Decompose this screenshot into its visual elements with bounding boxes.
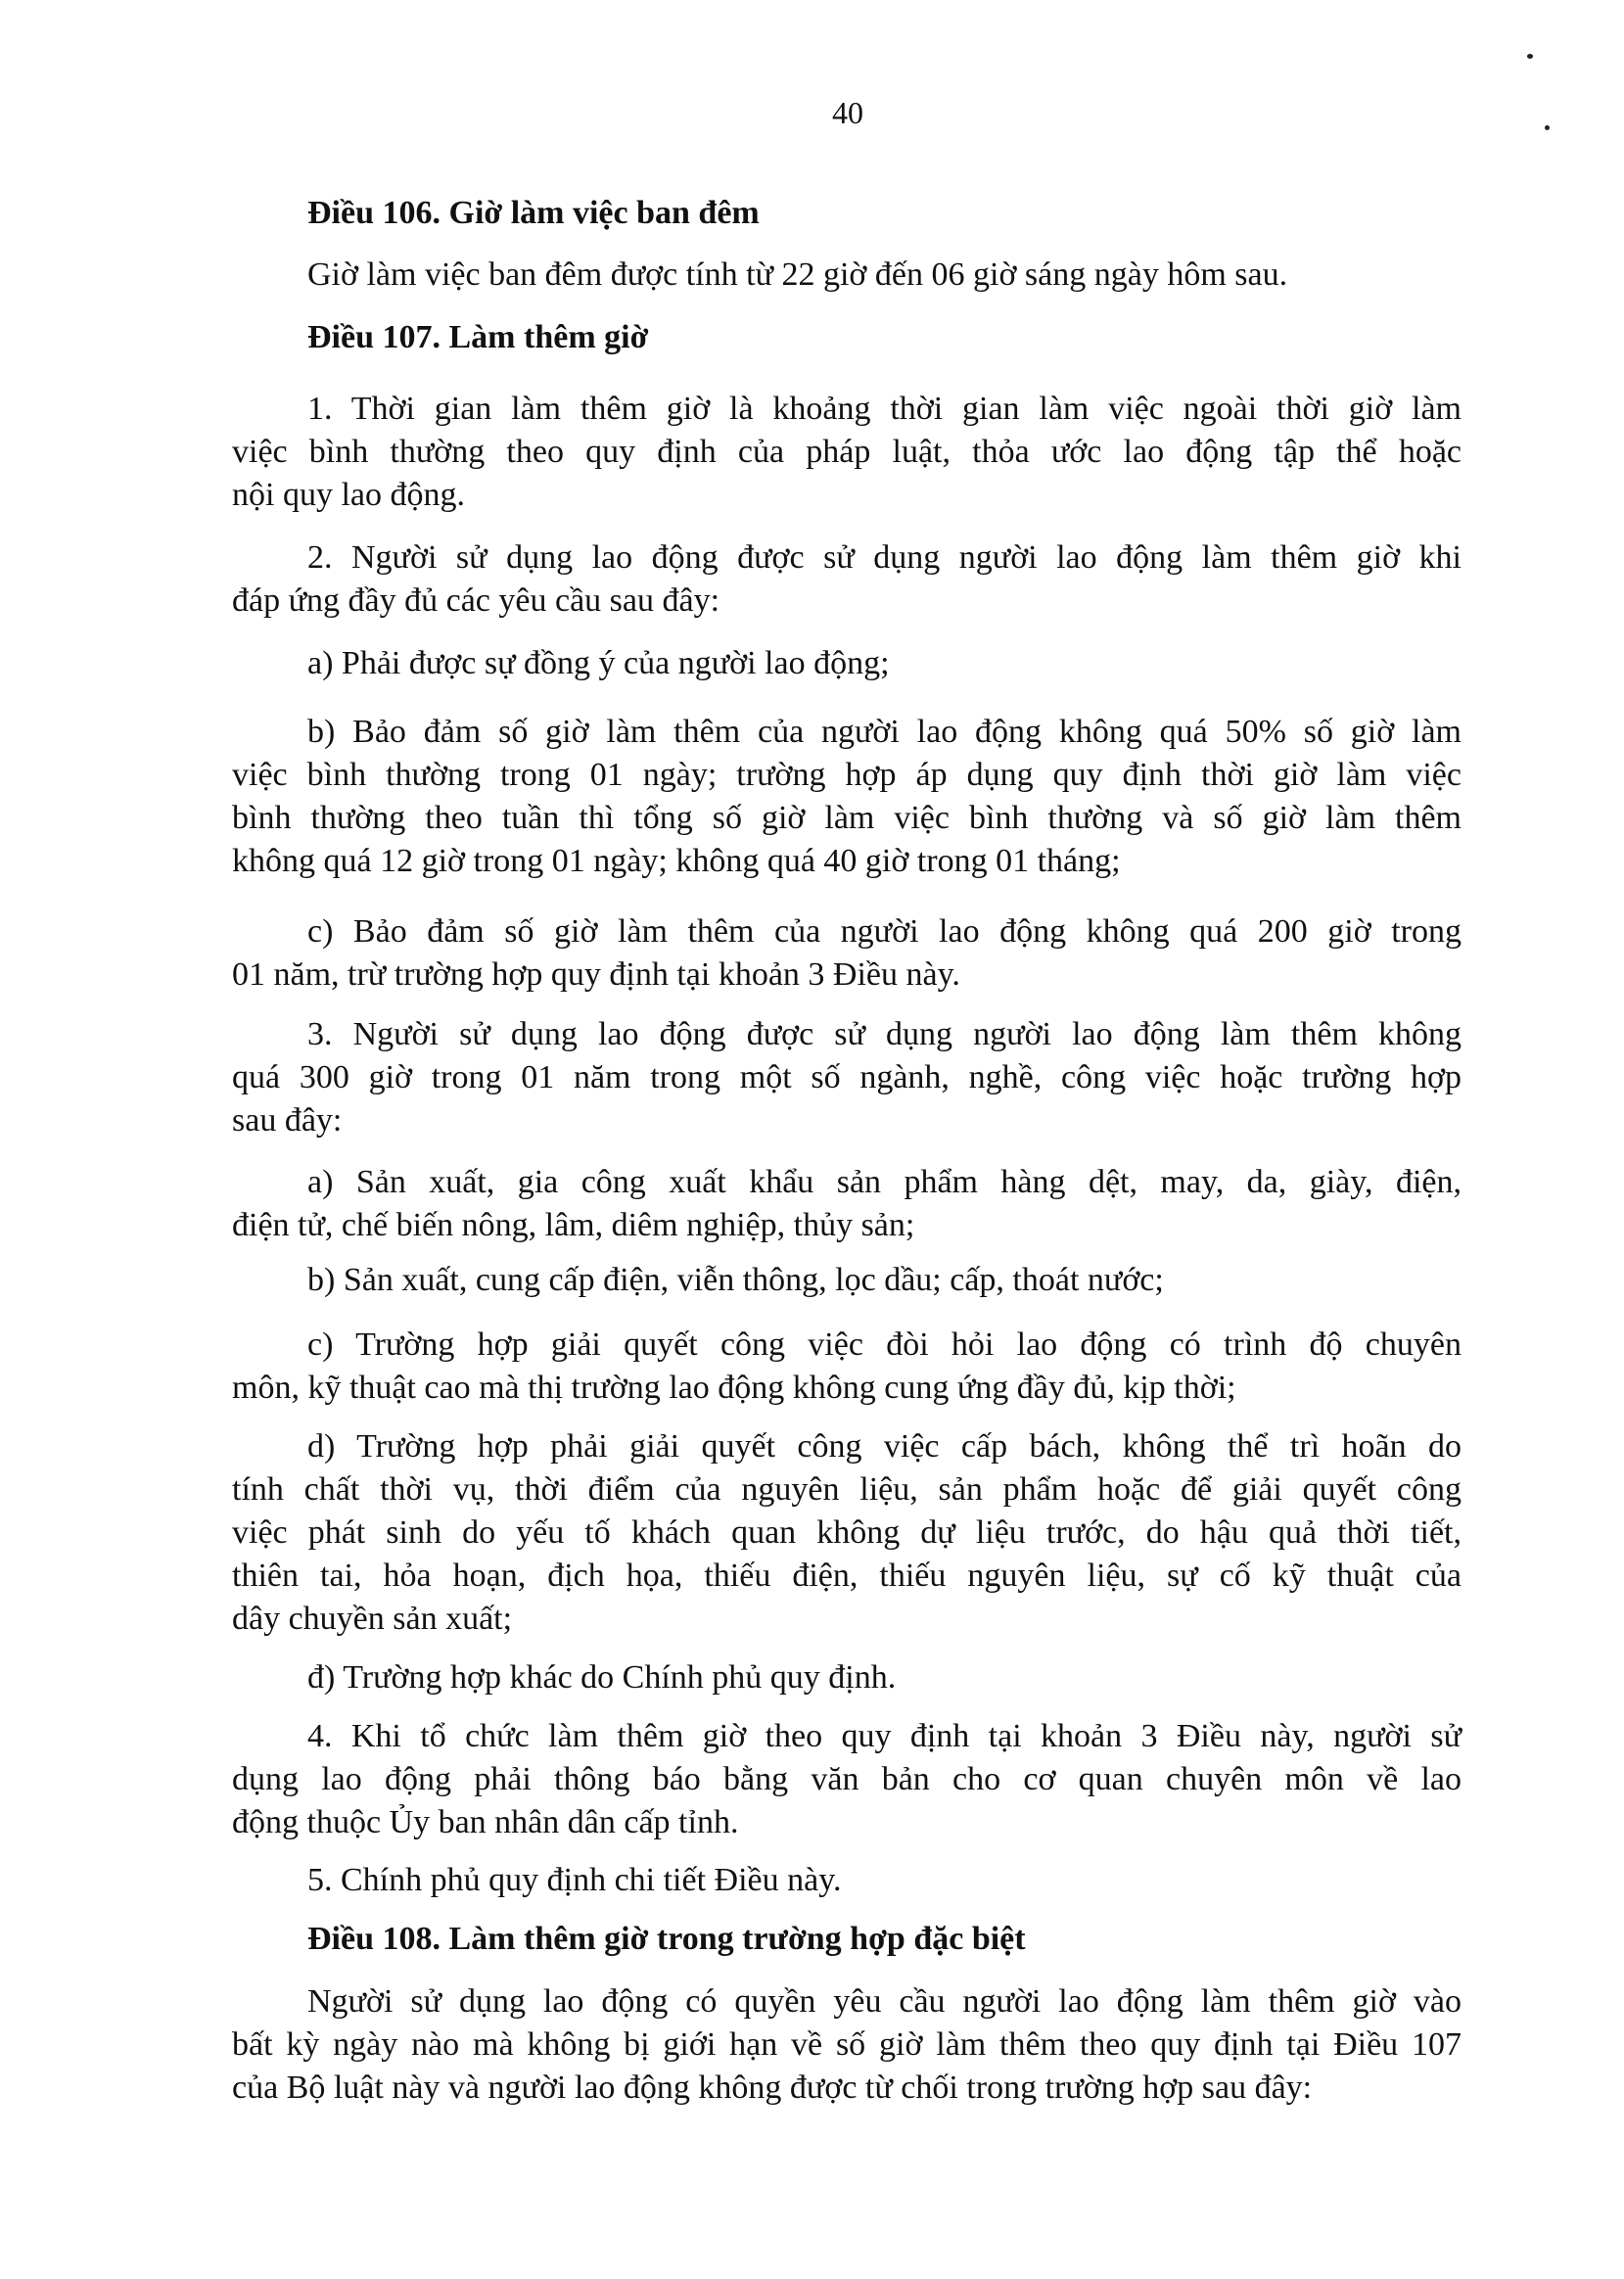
text-line: 3. Người sử dụng lao động được sử dụng người lao động làm thêm không bbox=[307, 1016, 1462, 1052]
text-line: 01 năm, trừ trường hợp quy định tại khoản 3 Điều này. bbox=[232, 956, 960, 993]
text-line: việc bình thường theo quy định của pháp luật, thỏa ước lao động tập thể hoặc bbox=[232, 434, 1462, 470]
text-line: đ) Trường hợp khác do Chính phủ quy định. bbox=[307, 1659, 897, 1696]
text-line: quá 300 giờ trong 01 năm trong một số ngành, nghề, công việc hoặc trường hợp bbox=[232, 1059, 1462, 1095]
paragraph bbox=[232, 642, 1462, 685]
text-line: c) Bảo đảm số giờ làm thêm của người lao động không quá 200 giờ trong bbox=[307, 913, 1462, 950]
article-heading bbox=[232, 192, 1462, 235]
text-line: Người sử dụng lao động có quyền yêu cầu người lao động làm thêm giờ vào bbox=[307, 1983, 1462, 2020]
article-heading bbox=[232, 316, 1462, 359]
paragraph bbox=[232, 711, 1462, 883]
page-number: 40 bbox=[832, 95, 863, 130]
text-line: môn, kỹ thuật cao mà thị trường lao động không cung ứng đầy đủ, kịp thời; bbox=[232, 1370, 1236, 1406]
text-line: Giờ làm việc ban đêm được tính từ 22 giờ đến 06 giờ sáng ngày hôm sau. bbox=[307, 256, 1288, 293]
text-line: c) Trường hợp giải quyết công việc đòi hỏi lao động có trình độ chuyên bbox=[307, 1326, 1462, 1363]
text-line: đáp ứng đầy đủ các yêu cầu sau đây: bbox=[232, 582, 720, 619]
text-line: b) Bảo đảm số giờ làm thêm của người lao động không quá 50% số giờ làm bbox=[307, 714, 1462, 750]
text-line: việc phát sinh do yếu tố khách quan không dự liệu trước, do hậu quả thời tiết, bbox=[232, 1514, 1462, 1551]
text-line: điện tử, chế biến nông, lâm, diêm nghiệp, thủy sản; bbox=[232, 1207, 915, 1243]
paragraph bbox=[232, 254, 1462, 297]
text-line: 4. Khi tổ chức làm thêm giờ theo quy định tại khoản 3 Điều này, người sử bbox=[307, 1718, 1462, 1754]
text-line: việc bình thường trong 01 ngày; trường hợp áp dụng quy định thời giờ làm việc bbox=[232, 757, 1462, 793]
text-line: không quá 12 giờ trong 01 ngày; không quá 40 giờ trong 01 tháng; bbox=[232, 843, 1121, 879]
paragraph bbox=[232, 1715, 1462, 1844]
text-line: a) Sản xuất, gia công xuất khẩu sản phẩm hàng dệt, may, da, giày, điện, bbox=[307, 1164, 1462, 1200]
text-line: Điều 108. Làm thêm giờ trong trường hợp đặc biệt bbox=[307, 1921, 1026, 1957]
article-heading bbox=[232, 1918, 1462, 1961]
text-line: Điều 106. Giờ làm việc ban đêm bbox=[307, 195, 760, 231]
text-line: của Bộ luật này và người lao động không được từ chối trong trường hợp sau đây: bbox=[232, 2070, 1313, 2106]
scan-speck bbox=[1545, 125, 1550, 130]
text-line: thiên tai, hỏa hoạn, địch họa, thiếu điện, thiếu nguyên liệu, sự cố kỹ thuật của bbox=[232, 1558, 1462, 1594]
paragraph bbox=[232, 1324, 1462, 1410]
text-line: Điều 107. Làm thêm giờ bbox=[307, 319, 649, 355]
text-line: tính chất thời vụ, thời điểm của nguyên liệu, sản phẩm hoặc để giải quyết công bbox=[232, 1471, 1462, 1508]
paragraph bbox=[232, 536, 1462, 623]
paragraph bbox=[232, 1013, 1462, 1142]
text-line: a) Phải được sự đồng ý của người lao động; bbox=[307, 645, 890, 681]
text-line: sau đây: bbox=[232, 1102, 343, 1139]
text-line: động thuộc Ủy ban nhân dân cấp tỉnh. bbox=[232, 1804, 739, 1840]
text-line: b) Sản xuất, cung cấp điện, viễn thông, lọc dầu; cấp, thoát nước; bbox=[307, 1262, 1164, 1298]
paragraph bbox=[232, 388, 1462, 517]
scan-speck bbox=[1527, 54, 1533, 59]
paragraph bbox=[232, 1859, 1462, 1902]
text-line: d) Trường hợp phải giải quyết công việc cấp bách, không thể trì hoãn do bbox=[307, 1428, 1462, 1465]
text-line: 1. Thời gian làm thêm giờ là khoảng thời gian làm việc ngoài thời giờ làm bbox=[307, 391, 1462, 427]
text-line: 2. Người sử dụng lao động được sử dụng người lao động làm thêm giờ khi bbox=[307, 539, 1462, 576]
paragraph bbox=[232, 1980, 1462, 2110]
paragraph bbox=[232, 1161, 1462, 1247]
text-line: 5. Chính phủ quy định chi tiết Điều này. bbox=[307, 1862, 842, 1898]
paragraph bbox=[232, 1425, 1462, 1641]
text-line: bình thường theo tuần thì tổng số giờ làm việc bình thường và số giờ làm thêm bbox=[232, 800, 1462, 836]
paragraph bbox=[232, 1259, 1462, 1302]
paragraph bbox=[232, 1656, 1462, 1699]
text-line: dây chuyền sản xuất; bbox=[232, 1601, 513, 1637]
paragraph bbox=[232, 910, 1462, 997]
text-line: nội quy lao động. bbox=[232, 477, 465, 513]
text-line: dụng lao động phải thông báo bằng văn bản cho cơ quan chuyên môn về lao bbox=[232, 1761, 1462, 1797]
text-line: bất kỳ ngày nào mà không bị giới hạn về số giờ làm thêm theo quy định tại Điều 107 bbox=[232, 2026, 1462, 2063]
